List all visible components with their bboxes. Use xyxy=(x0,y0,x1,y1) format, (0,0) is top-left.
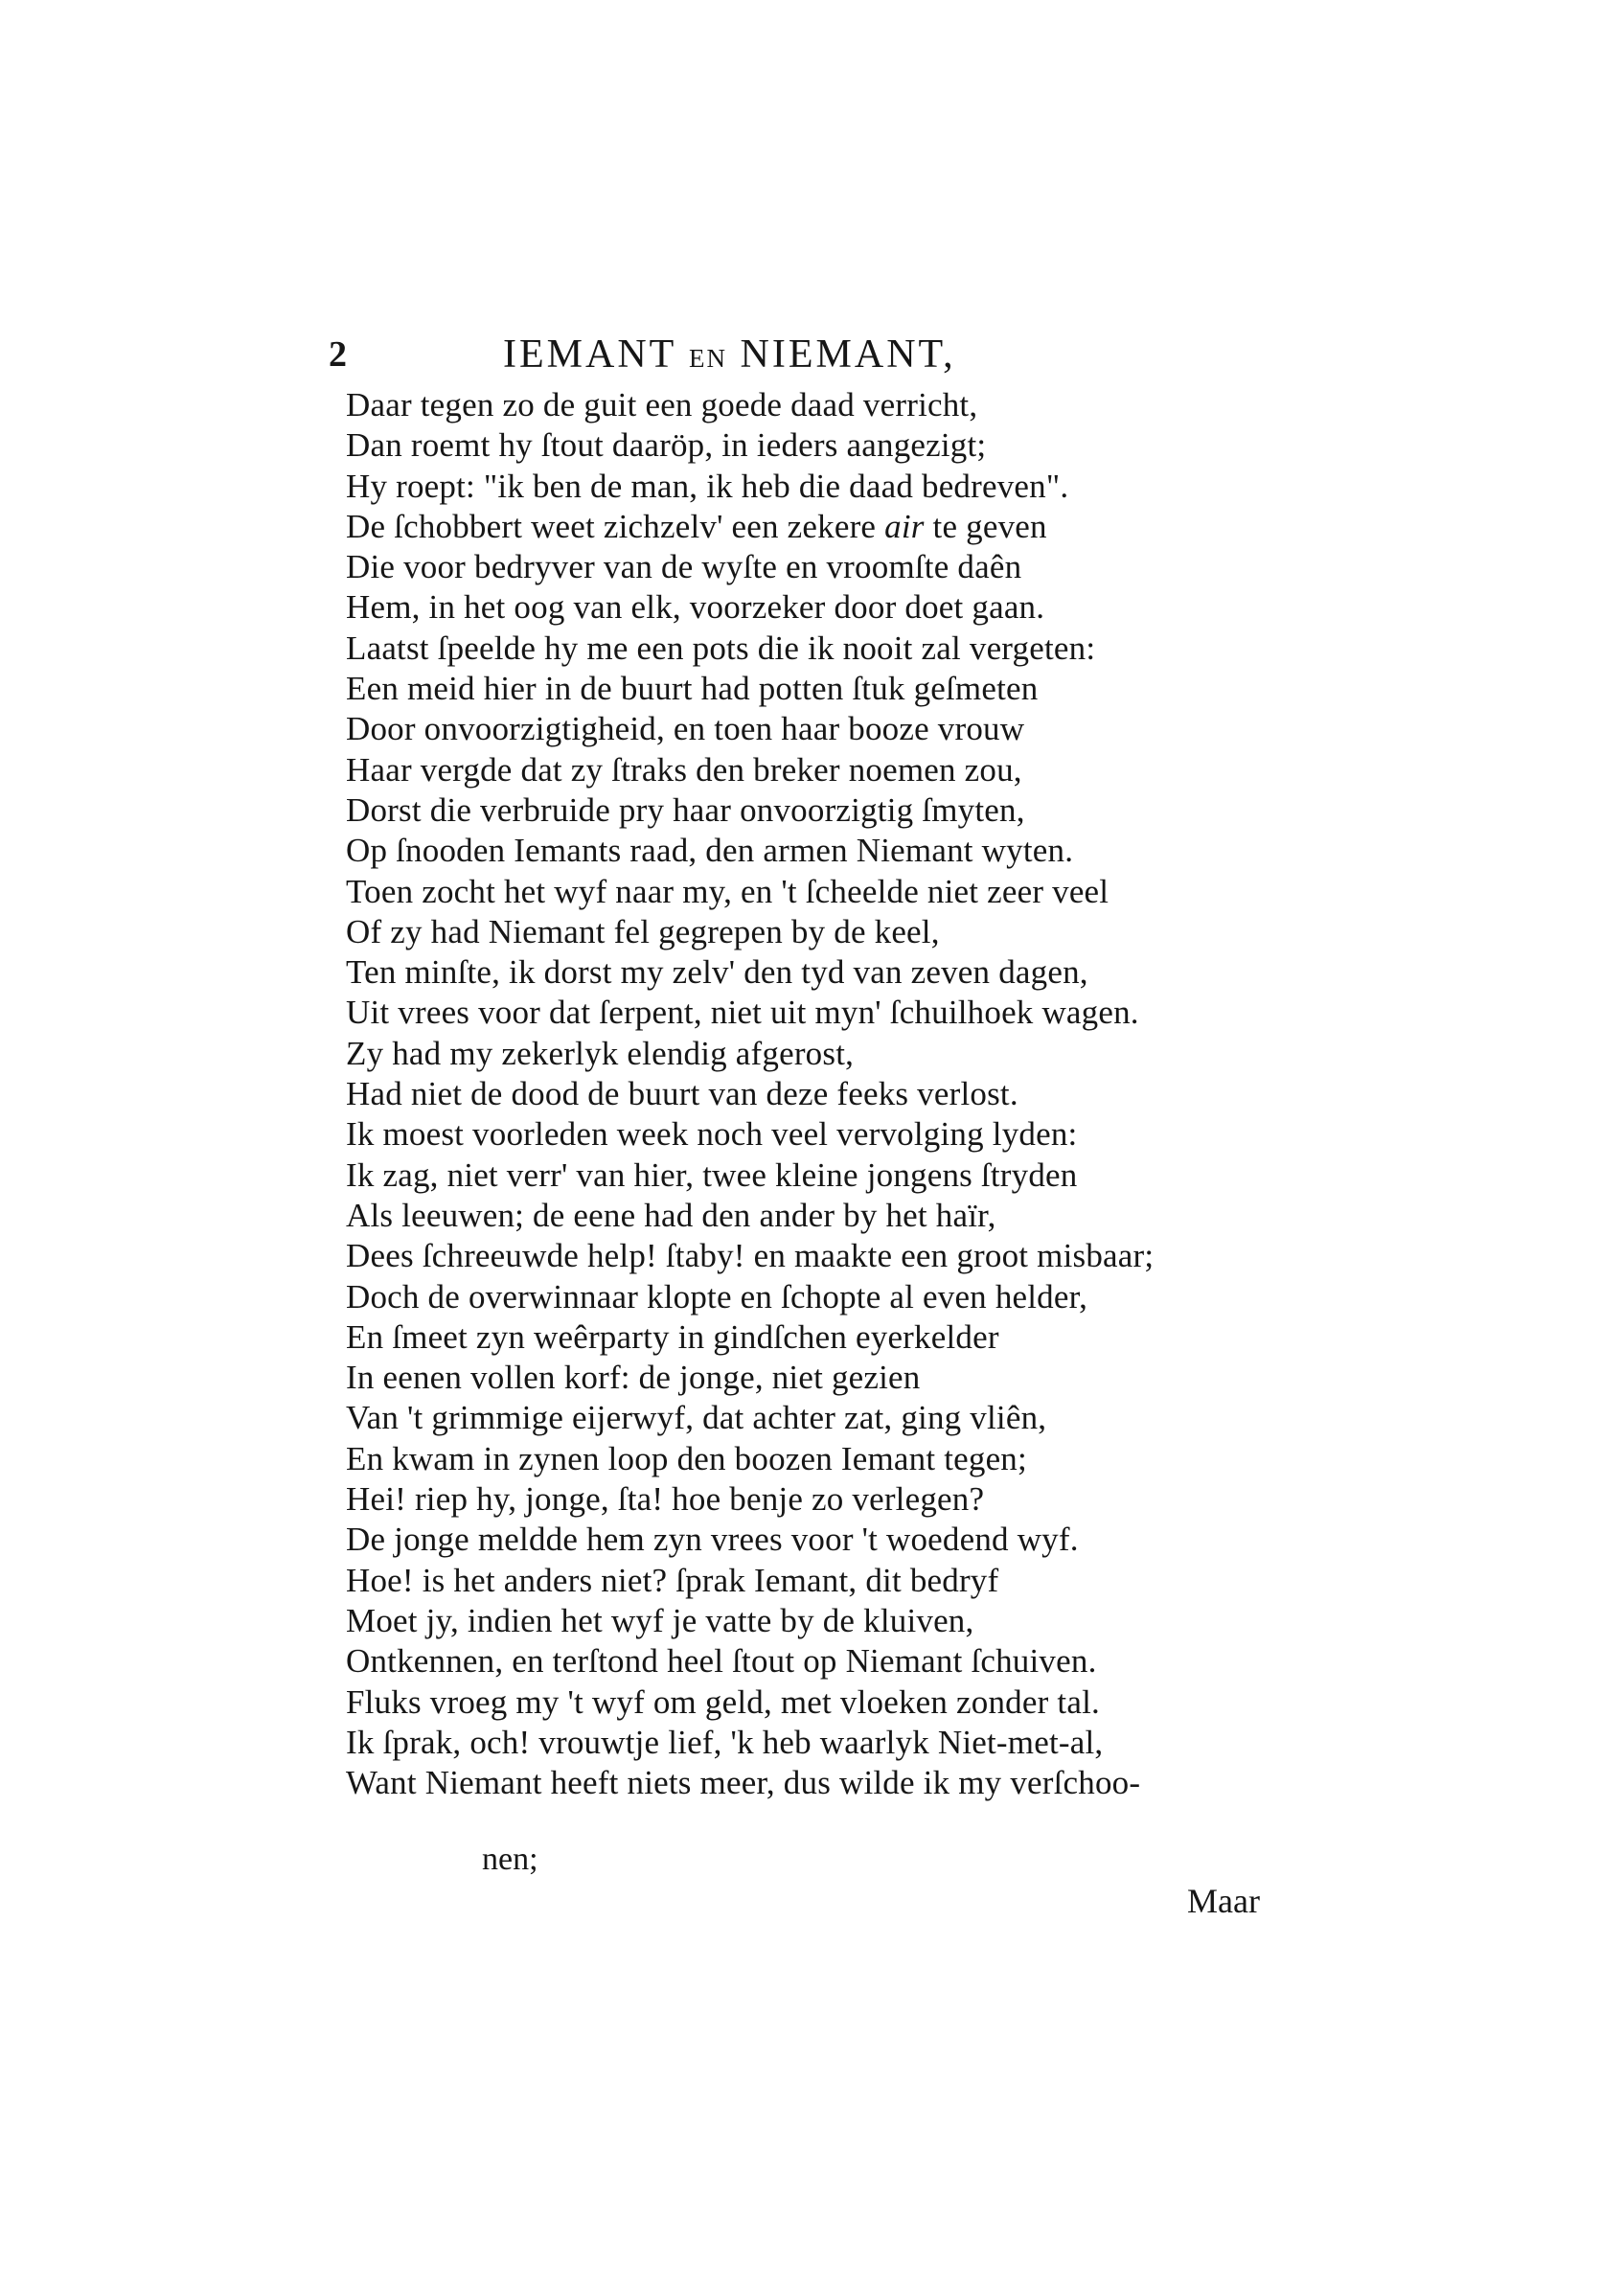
verse-line-4-text: De ſchobbert weet zichzelv' een zekere xyxy=(346,507,877,545)
page-number: 2 xyxy=(329,334,347,375)
verse-line-2: Dan roemt hy ſtout daaröp, in ieders aangezigt; xyxy=(346,426,987,465)
verse-line-3: Hy roept: "ik ben de man, ik heb die daad bedreven". xyxy=(346,467,1069,505)
verse-line-4 xyxy=(346,507,1304,547)
verse-line-4-tail: te geven xyxy=(924,507,1047,545)
verse-line-16: Uit vrees voor dat ſerpent, niet uit myn' ſchuilhoek wagen. xyxy=(346,994,1139,1032)
verse-line-23: Doch de overwinnaar klopte en ſchopte al even helder, xyxy=(346,1277,1088,1316)
verse-line-13: Toen zocht het wyf naar my, en 't ſcheelde niet zeer veel xyxy=(346,872,1109,910)
verse-line-17: Zy had my zekerlyk elendig afgerost, xyxy=(346,1034,855,1072)
title-part-niemant: NIEMANT, xyxy=(740,332,956,377)
verse-line-22: Dees ſchreeuwde help! ſtaby! en maakte een groot misbaar; xyxy=(346,1237,1155,1275)
verse-line-1: Daar tegen zo de guit een goede daad verricht, xyxy=(346,386,978,423)
verse-line-8: Een meid hier in de buurt had potten ſtuk geſmeten xyxy=(346,670,1039,708)
verse-line-14: Of zy had Niemant fel gegrepen by de keel, xyxy=(346,912,940,950)
verse-line-19: Ik moest voorleden week noch veel vervolging lyden: xyxy=(346,1115,1078,1154)
verse-line-32: Ontkennen, en terſtond heel ſtout op Niemant ſchuiven. xyxy=(346,1642,1097,1681)
verse-line-21: Als leeuwen; de eene had den ander by het haïr, xyxy=(346,1196,996,1234)
verse-line-25: In eenen vollen korf: de jonge, niet gezien xyxy=(346,1359,921,1397)
verse-line-29: De jonge meldde hem zyn vrees voor 't woedend wyf. xyxy=(346,1521,1079,1559)
turnover-line: nen; xyxy=(482,1842,538,1877)
running-title xyxy=(503,328,956,385)
verse-line-34: Ik ſprak, och! vrouwtje lief, 'k heb waarlyk Niet-met-al, xyxy=(346,1723,1104,1761)
title-part-iemant: IEMANT xyxy=(503,332,676,377)
running-header xyxy=(329,328,1287,381)
verse-line-26: Van 't grimmige eijerwyf, dat achter zat, ging vliên, xyxy=(346,1399,1047,1437)
verse-line-5: Die voor bedryver van de wyſte en vroomſte daên xyxy=(346,548,1022,586)
verse-line-18: Had niet de dood de buurt van deze feeks verlost. xyxy=(346,1075,1018,1113)
verse-line-7: Laatst ſpeelde hy me een pots die ik nooit zal vergeten: xyxy=(346,629,1096,667)
verse-line-28: Hei! riep hy, jonge, ſta! hoe benje zo verlegen? xyxy=(346,1480,985,1519)
verse-line-33: Fluks vroeg my 't wyf om geld, met vloeken zonder tal. xyxy=(346,1682,1100,1721)
title-conjunction: EN xyxy=(689,344,728,373)
verse-line-27: En kwam in zynen loop den boozen Iemant tegen; xyxy=(346,1439,1027,1477)
verse-line-35: Want Niemant heeft niets meer, dus wilde ik my verſchoo- xyxy=(346,1764,1141,1802)
verse-line-11: Dorst die verbruide pry haar onvoorzigtig ſmyten, xyxy=(346,790,1025,829)
catchword: Maar xyxy=(1187,1882,1260,1920)
italic-word: air xyxy=(884,507,925,545)
verse-line-15: Ten minſte, ik dorst my zelv' den tyd van zeven dagen, xyxy=(346,953,1088,992)
verse-body xyxy=(346,385,1304,1803)
verse-line-9: Door onvoorzigtigheid, en toen haar booze vrouw xyxy=(346,710,1025,748)
verse-line-6: Hem, in het oog van elk, voorzeker door doet gaan. xyxy=(346,588,1045,627)
verse-line-31: Moet jy, indien het wyf je vatte by de kluiven, xyxy=(346,1601,974,1639)
verse-line-20: Ik zag, niet verr' van hier, twee kleine jongens ſtryden xyxy=(346,1155,1078,1194)
verse-line-24: En ſmeet zyn weêrparty in gindſchen eyerkelder xyxy=(346,1317,999,1356)
verse-line-30: Hoe! is het anders niet? ſprak Iemant, dit bedryf xyxy=(346,1561,999,1599)
verse-line-12: Op ſnooden Iemants raad, den armen Niemant wyten. xyxy=(346,832,1074,870)
verse-line-10: Haar vergde dat zy ſtraks den breker noemen zou, xyxy=(346,750,1022,789)
